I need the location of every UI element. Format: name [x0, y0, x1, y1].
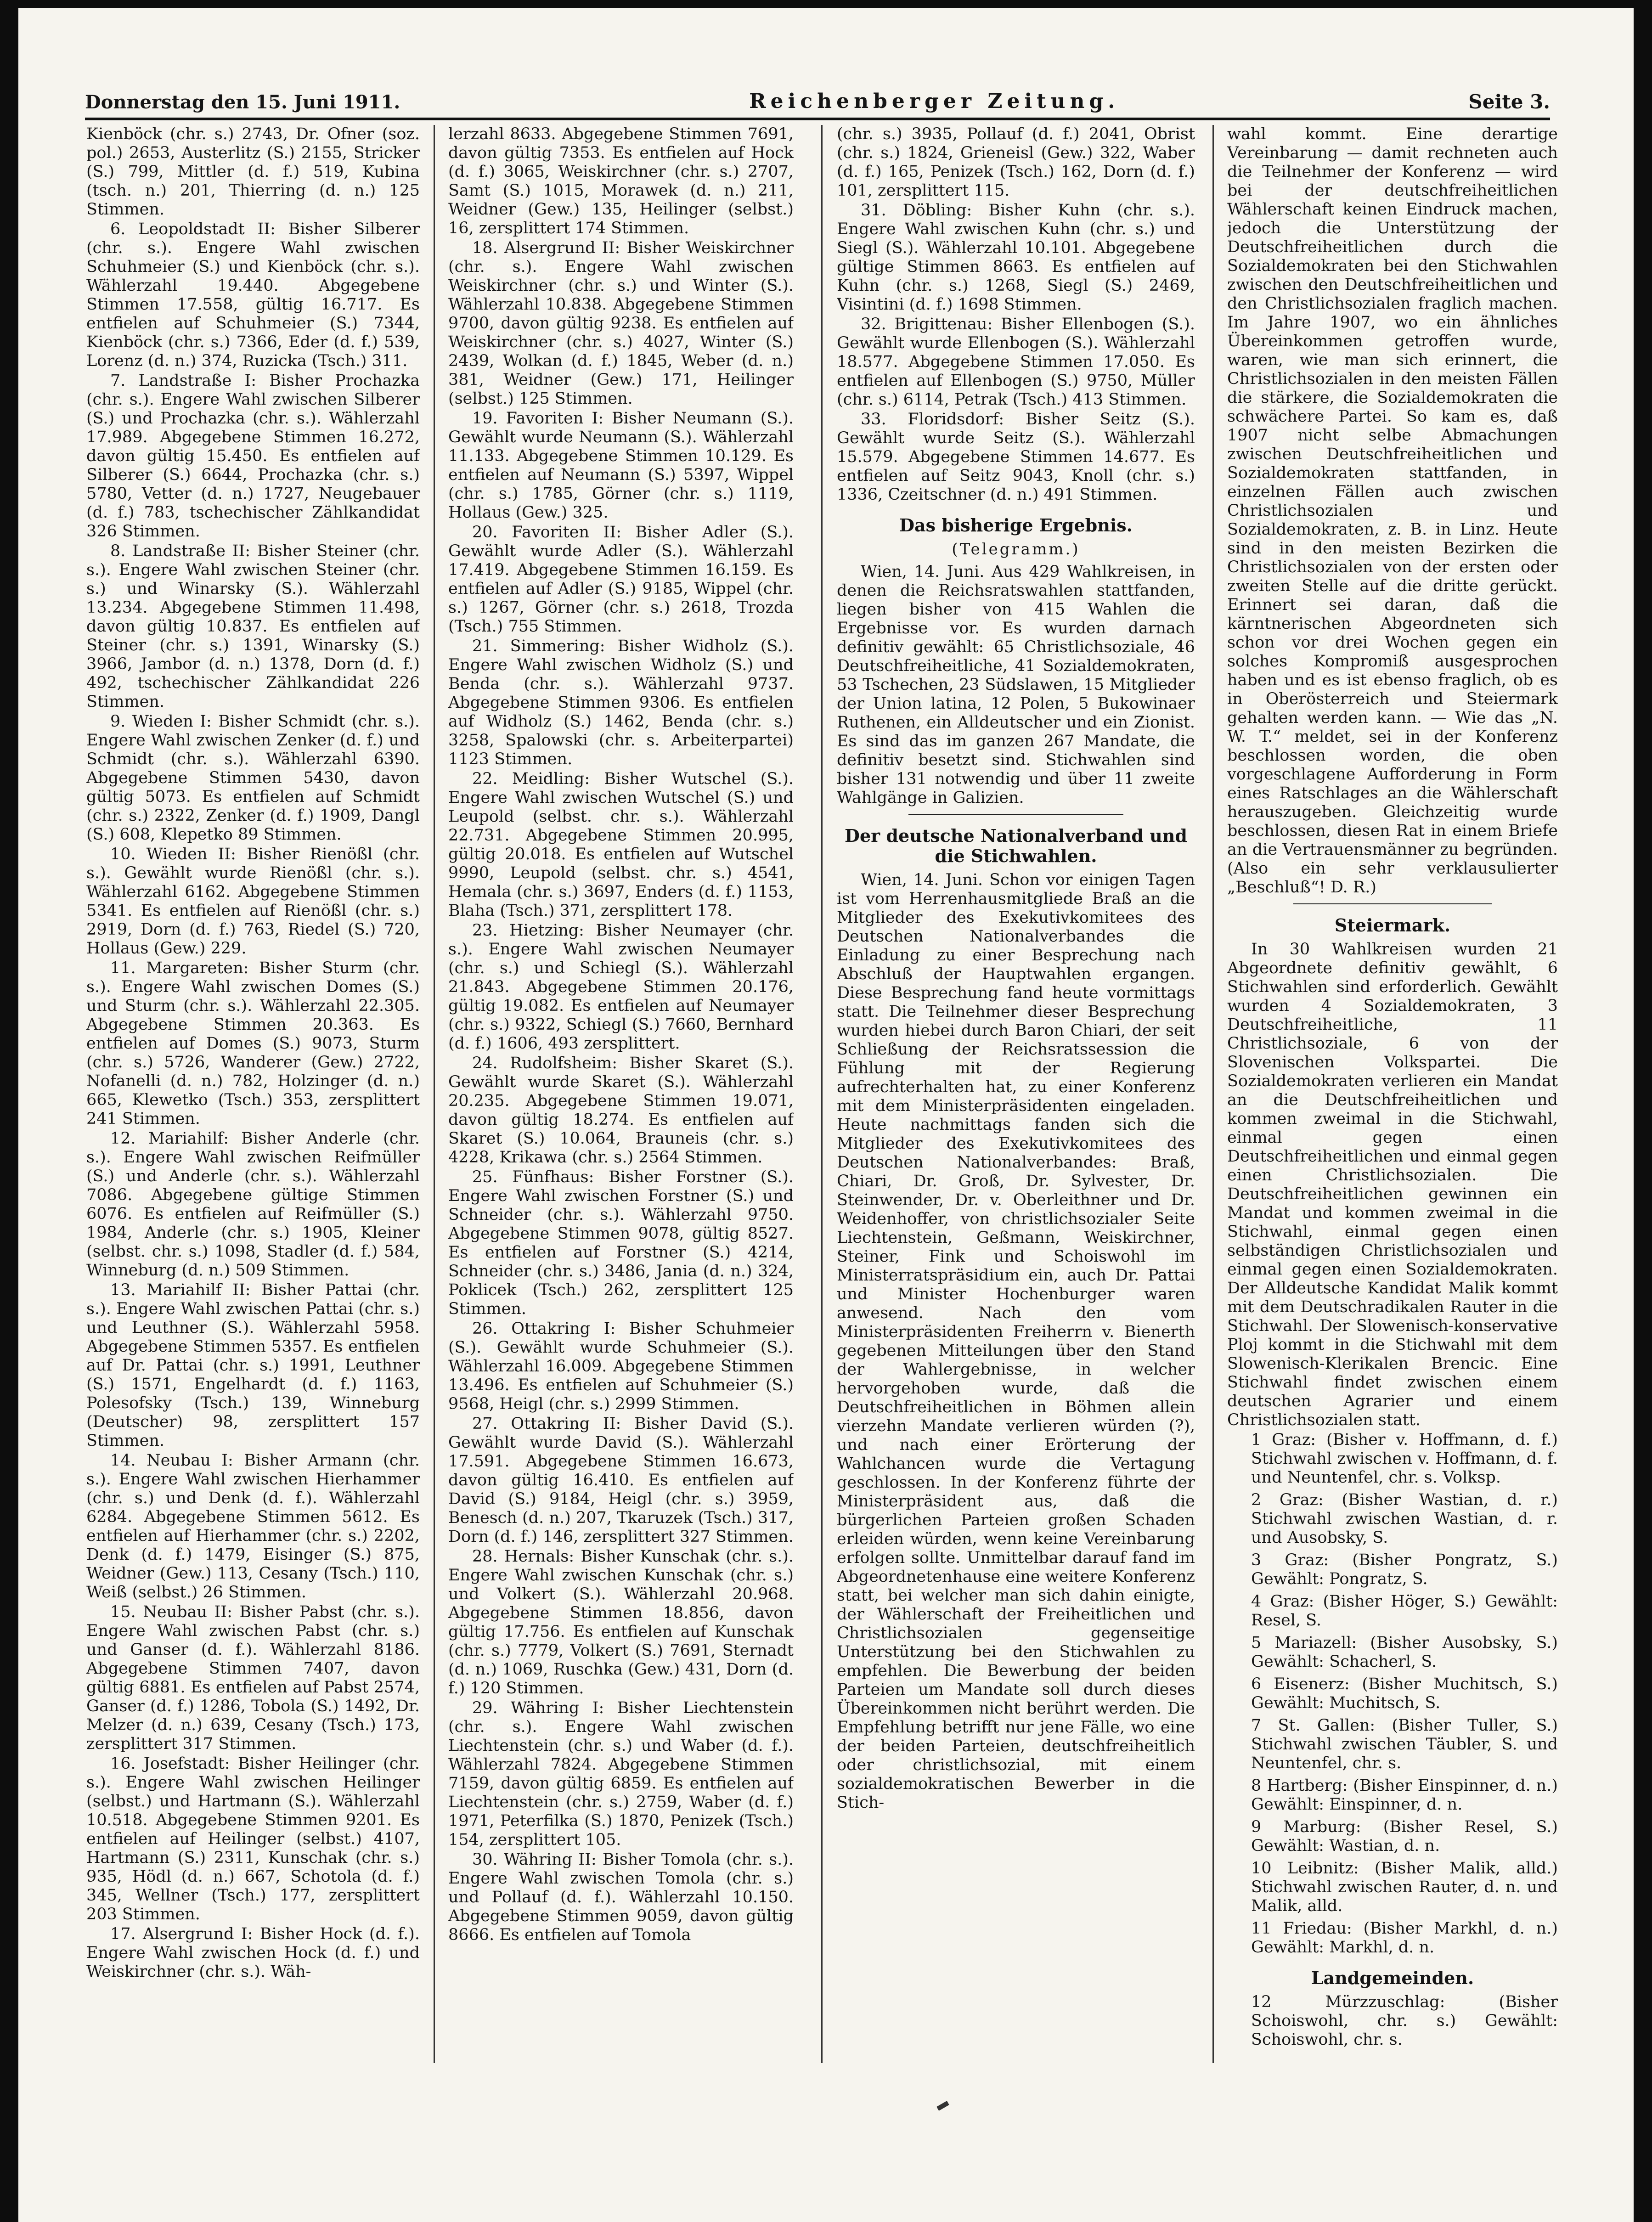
scan-border-right: [1634, 0, 1652, 2222]
election-result: 6. Leopoldstadt II: Bisher Silberer (chr. s.). Engere Wahl zwischen Schuhmeier (S.) und Kienböck (chr. s.). Wählerzahl 19.440. Abgegebene Stimmen 17.558, gültig 16.717. Es entfielen auf Schuhmeier (S.) 7344, Kienböck (chr. s.) 7366, Eder (d. f.) 539, Lorenz (d. n.) 374, Ruzicka (Tsch.) 311.: [86, 220, 420, 370]
section-heading: Der deutsche Nationalverband und die Stichwahlen.: [845, 825, 1187, 866]
section-divider: [1293, 903, 1492, 904]
article-text: Wien, 14. Juni. Schon vor einigen Tagen ist vom Herrenhausmitgliede Braß an die Mitglieder des Exekutivkomitees des Deutschen Nationalverbandes die Einladung zu einer Besprechung nach Abschluß der Hauptwahlen ergangen. Diese Besprechung fand heute vormittags statt. Die Teilnehmer dieser Besprechung wurden hiebei durch Baron Chiari, der seit Schließung der Reichsratssession die Fühlung mit der Regierung aufrechterhalten hat, zu einer Konferenz mit dem Ministerpräsidenten eingeladen. Heute nachmittags fanden sich die Mitglieder des Exekutivkomitees des Deutschen Nationalverbandes: Braß, Chiari, Dr. Groß, Dr. Sylvester, Dr. Steinwender, Dr. v. Oberleithner und Dr. Weidenhoffer, von christlichsozialer Seite Liechtenstein, Geßmann, Weiskirchner, Steiner, Fink und Schoiswohl im Ministerratspräsidium ein, auch Dr. Pattai und Minister Hochenburger waren anwesend. Nach den vom Ministerpräsidenten Freiherrn v. Bienerth gegebenen Mitteilungen über den Stand der Wahlergebnisse, in welcher hervorgehoben wurde, daß die Deutschfreiheitlichen in Böhmen allein vierzehn Mandate verlieren würden (?), und nach einer Erörterung der Wahlchancen wurde die Vertagung geschlossen. In der Konferenz führte der Ministerpräsident aus, daß die bürgerlichen Parteien großen Schaden erleiden würden, wenn keine Vereinbarung erfolgen sollte. Unmittelbar darauf fand im Abgeordnetenhause eine weitere Konferenz statt, bei welcher man sich dahin einigte, der Wählerschaft der Freiheitlichen und Christlichsozialen gegenseitige Unterstützung bei den Stichwahlen zu empfehlen. Die Bewerbung der beiden Parteien um Mandate soll durch dieses Übereinkommen nicht berührt werden. Die Empfehlung betrifft nur jene Fälle, wo eine der beiden Parteien, deutschfreiheitlich oder christlichsozial, mit einem sozialdemokratischen Bewerber in die Stich-: [837, 871, 1195, 1812]
section-heading: Steiermark.: [1334, 915, 1451, 936]
election-result: (chr. s.) 3935, Pollauf (d. f.) 2041, Obrist (chr. s.) 1824, Grieneisl (Gew.) 322, Waber (d. f.) 165, Penizek (Tsch.) 162, Dorn (d. f.) 101, zersplittert 115.: [837, 125, 1195, 200]
list-item: 9 Marburg: (Bisher Resel, S.) Gewählt: Wastian, d. n.: [1251, 1818, 1558, 1855]
list-item: 4 Graz: (Bisher Höger, S.) Gewählt: Resel, S.: [1251, 1592, 1558, 1630]
column-3: [837, 125, 1195, 2054]
page-number: Seite 3.: [1468, 90, 1550, 113]
election-result: 24. Rudolfsheim: Bisher Skaret (S.). Gewählt wurde Skaret (S.). Wählerzahl 20.235. Abgegebene Stimmen 19.071, davon gültig 18.274. Es entfielen auf Skaret (S.) 10.064, Brauneis (chr. s.) 4228, Krikawa (chr. s.) 2564 Stimmen.: [448, 1054, 794, 1167]
election-result: 15. Neubau II: Bisher Pabst (chr. s.). Engere Wahl zwischen Pabst (chr. s.) und Ganser (d. f.). Wählerzahl 8186. Abgegebene Stimmen 7407, davon gültig 6881. Es entfielen auf Pabst 2574, Ganser (d. f.) 1286, Tobola (S.) 1492, Dr. Melzer (d. n.) 639, Cesany (Tsch.) 173, zersplittert 317 Stimmen.: [86, 1603, 420, 1753]
section-heading: Das bisherige Ergebnis.: [899, 515, 1133, 536]
election-result: 14. Neubau I: Bisher Armann (chr. s.). Engere Wahl zwischen Hierhammer (chr. s.) und Denk (d. f.). Wählerzahl 6284. Abgegebene Stimmen 5612. Es entfielen auf Hierhammer (chr. s.) 2202, Denk (d. f.) 1479, Eisinger (S.) 875, Weidner (Gew.) 113, Cesany (Tsch.) 110, Weiß (selbst.) 26 Stimmen.: [86, 1451, 420, 1602]
election-result: 9. Wieden I: Bisher Schmidt (chr. s.). Engere Wahl zwischen Zenker (d. f.) und Schmidt (chr. s.). Wählerzahl 6390. Abgegebene Stimmen 5430, davon gültig 5073. Es entfielen auf Schmidt (chr. s.) 2322, Zenker (d. f.) 1909, Dangl (S.) 608, Klepetko 89 Stimmen.: [86, 712, 420, 844]
list-item: 3 Graz: (Bisher Pongratz, S.) Gewählt: Pongratz, S.: [1251, 1551, 1558, 1588]
election-result: 32. Brigittenau: Bisher Ellenbogen (S.). Gewählt wurde Ellenbogen (S.). Wählerzahl 18.577. Abgegebene Stimmen 17.050. Es entfielen auf Ellenbogen (S.) 9750, Müller (chr. s.) 6114, Petrak (Tsch.) 413 Stimmen.: [837, 315, 1195, 409]
election-result: 26. Ottakring I: Bisher Schuhmeier (S.). Gewählt wurde Schuhmeier (S.). Wählerzahl 16.009. Abgegebene Stimmen 13.496. Es entfielen auf Schuhmeier (S.) 9568, Heigl (chr. s.) 2999 Stimmen.: [448, 1320, 794, 1413]
election-result: 7. Landstraße I: Bisher Prochazka (chr. s.). Engere Wahl zwischen Silberer (S.) und Prochazka (chr. s.). Wählerzahl 17.989. Abgegebene Stimmen 16.272, davon gültig 15.450. Es entfielen auf Silberer (S.) 6644, Prochazka (chr. s.) 5780, Vetter (d. n.) 1727, Neugebauer (d. f.) 783, tschechischer Zählkandidat 326 Stimmen.: [86, 372, 420, 541]
scan-border-left: [0, 0, 18, 2222]
election-result: 10. Wieden II: Bisher Rienößl (chr. s.). Gewählt wurde Rienößl (chr. s.). Wählerzahl 6162. Abgegebene Stimmen 5341. Es entfielen auf Rienößl (chr. s.) 2919, Dorn (d. f.) 763, Riedel (S.) 720, Hollaus (Gew.) 229.: [86, 845, 420, 958]
list-item: 8 Hartberg: (Bisher Einspinner, d. n.) Gewählt: Einspinner, d. n.: [1251, 1776, 1558, 1814]
scan-border-top: [0, 0, 1652, 8]
column-divider: [434, 125, 435, 2063]
district-list: [1227, 1431, 1558, 1957]
column-divider: [1212, 125, 1214, 2063]
election-result: 33. Floridsdorf: Bisher Seitz (S.). Gewählt wurde Seitz (S.). Wählerzahl 15.579. Abgegebene Stimmen 14.677. Es entfielen auf Seitz 9043, Knoll (chr. s.) 1336, Czeitschner (d. n.) 491 Stimmen.: [837, 410, 1195, 504]
election-result: 20. Favoriten II: Bisher Adler (S.). Gewählt wurde Adler (S.). Wählerzahl 17.419. Abgegebene Stimmen 16.159. Es entfielen auf Adler (S.) 9185, Wippel (chr. s.) 1267, Görner (chr. s.) 2618, Trozda (Tsch.) 755 Stimmen.: [448, 523, 794, 636]
election-result: Kienböck (chr. s.) 2743, Dr. Ofner (soz. pol.) 2653, Austerlitz (S.) 2155, Stricker (S.) 799, Mittler (d. f.) 519, Kubina (tsch. n.) 201, Thierring (d. n.) 125 Stimmen.: [86, 125, 420, 219]
list-item: 1 Graz: (Bisher v. Hoffmann, d. f.) Stichwahl zwischen v. Hoffmann, d. f. und Neuntenfel, chr. s. Volksp.: [1251, 1431, 1558, 1487]
article-text: In 30 Wahlkreisen wurden 21 Abgeordnete definitiv gewählt, 6 Stichwahlen sind erforderlich. Gewählt wurden 4 Sozialdemokraten, 3 Deutschfreiheitliche, 11 Christlichsoziale, 6 von der Slovenischen Volkspartei. Die Sozialdemokraten verlieren ein Mandat an die Deutschfreiheitlichen und kommen zweimal in die Stichwahl, einmal gegen einen Deutschfreiheitlichen und einmal gegen einen Christlichsozialen. Die Deutschfreiheitlichen gewinnen ein Mandat und kommen zweimal in die Stichwahl, einmal gegen einen selbständigen Christlichsozialen und einmal gegen einen Sozialdemokraten. Der Alldeutsche Kandidat Malik kommt mit dem Deutschradikalen Rauter in die Stichwahl. Der Slowenisch-konservative Ploj kommt in die Stichwahl mit dem Slowenisch-Klerikalen Brencic. Eine Stichwahl findet zwischen einem deutschen Agrarier und einem Christlichsozialen statt.: [1227, 940, 1558, 1429]
election-result: 30. Währing II: Bisher Tomola (chr. s.). Engere Wahl zwischen Tomola (chr. s.) und Pollauf (d. f.). Wählerzahl 10.150. Abgegebene Stimmen 9059, davon gültig 8666. Es entfielen auf Tomola: [448, 1850, 794, 1944]
column-4: [1227, 125, 1558, 2054]
column-divider: [821, 125, 823, 2063]
list-item: 6 Eisenerz: (Bisher Muchitsch, S.) Gewählt: Muchitsch, S.: [1251, 1675, 1558, 1712]
section-divider: [908, 814, 1123, 815]
election-result: 8. Landstraße II: Bisher Steiner (chr. s.). Engere Wahl zwischen Steiner (chr. s.) und Winarsky (S.). Wählerzahl 13.234. Abgegebene Stimmen 11.498, davon gültig 10.837. Es entfielen auf Steiner (chr. s.) 1391, Winarsky (S.) 3966, Jambor (d. n.) 1378, Dorn (d. f.) 492, tschechischer Zählkandidat 226 Stimmen.: [86, 542, 420, 711]
issue-date: Donnerstag den 15. Juni 1911.: [85, 91, 400, 113]
election-result: 12. Mariahilf: Bisher Anderle (chr. s.). Engere Wahl zwischen Reifmüller (S.) und Anderle (chr. s.). Wählerzahl 7086. Abgegebene gültige Stimmen 6076. Es entfielen auf Reifmüller (S.) 1984, Anderle (chr. s.) 1905, Kleiner (selbst. chr. s.) 1098, Stadler (d. f.) 584, Winneburg (d. n.) 509 Stimmen.: [86, 1129, 420, 1280]
election-result: 27. Ottakring II: Bisher David (S.). Gewählt wurde David (S.). Wählerzahl 17.591. Abgegebene Stimmen 16.673, davon gültig 16.410. Es entfielen auf David (S.) 9184, Heigl (chr. s.) 3959, Benesch (d. n.) 207, Tkaruzek (Tsch.) 317, Dorn (d. f.) 146, zersplittert 327 Stimmen.: [448, 1415, 794, 1546]
list-item: 7 St. Gallen: (Bisher Tuller, S.) Stichwahl zwischen Täubler, S. und Neuntenfel, chr. s.: [1251, 1716, 1558, 1772]
column-2: [448, 125, 794, 2054]
election-result: 13. Mariahilf II: Bisher Pattai (chr. s.). Engere Wahl zwischen Pattai (chr. s.) und Leuthner (S.). Wählerzahl 5958. Abgegebene Stimmen 5357. Es entfielen auf Dr. Pattai (chr. s.) 1991, Leuthner (S.) 1571, Engelhardt (d. f.) 1163, Polesofsky (Tsch.) 139, Winneburg (Deutscher) 98, zersplittert 157 Stimmen.: [86, 1281, 420, 1450]
election-result: 19. Favoriten I: Bisher Neumann (S.). Gewählt wurde Neumann (S.). Wählerzahl 11.133. Abgegebene Stimmen 10.129. Es entfielen auf Neumann (S.) 5397, Wippel (chr. s.) 1785, Görner (chr. s.) 1119, Hollaus (Gew.) 325.: [448, 409, 794, 522]
list-item: 2 Graz: (Bisher Wastian, d. r.) Stichwahl zwischen Wastian, d. r. und Ausobsky, S.: [1251, 1491, 1558, 1547]
list-item: 11 Friedau: (Bisher Markhl, d. n.) Gewählt: Markhl, d. n.: [1251, 1919, 1558, 1957]
election-result: 17. Alsergrund I: Bisher Hock (d. f.). Engere Wahl zwischen Hock (d. f.) und Weiskirchner (chr. s.). Wäh-: [86, 1925, 420, 1981]
election-result: 21. Simmering: Bisher Widholz (S.). Engere Wahl zwischen Widholz (S.) und Benda (chr. s.). Wählerzahl 9737. Abgegebene Stimmen 9306. Es entfielen auf Widholz (S.) 1462, Benda (chr. s.) 3258, Spalowski (chr. s. Arbeiterpartei) 1123 Stimmen.: [448, 637, 794, 768]
district-list: [1227, 1993, 1558, 2049]
election-result: 29. Währing I: Bisher Liechtenstein (chr. s.). Engere Wahl zwischen Liechtenstein (chr. s.) und Waber (d. f.). Wählerzahl 7824. Abgegebene Stimmen 7159, davon gültig 6859. Es entfielen auf Liechtenstein (chr. s.) 2759, Waber (d. f.) 1971, Peterfilka (S.) 1870, Penizek (Tsch.) 154, zersplittert 105.: [448, 1699, 794, 1849]
election-result: lerzahl 8633. Abgegebene Stimmen 7691, davon gültig 7353. Es entfielen auf Hock (d. f.) 3065, Weiskirchner (chr. s.) 2707, Samt (S.) 1015, Morawek (d. n.) 211, Weidner (Gew.) 135, Heilinger (selbst.) 16, zersplittert 174 Stimmen.: [448, 125, 794, 237]
list-item: 12 Mürzzuschlag: (Bisher Schoiswohl, chr. s.) Gewählt: Schoiswohl, chr. s.: [1251, 1993, 1558, 2049]
election-result: 18. Alsergrund II: Bisher Weiskirchner (chr. s.). Engere Wahl zwischen Weiskirchner (chr. s.) und Winter (S.). Wählerzahl 10.838. Abgegebene Stimmen 9700, davon gültig 9238. Es entfielen auf Weiskirchner (chr. s.) 4027, Winter (S.) 2439, Wolkan (d. f.) 1845, Weber (d. n.) 381, Weidner (Gew.) 171, Heilinger (selbst.) 125 Stimmen.: [448, 239, 794, 408]
ink-mark: [936, 2101, 949, 2111]
section-subheading: (Telegramm.): [952, 540, 1080, 558]
page-header: [85, 85, 1550, 113]
election-result: 22. Meidling: Bisher Wutschel (S.). Engere Wahl zwischen Wutschel (S.) und Leupold (selbst. chr. s.). Wählerzahl 22.731. Abgegebene Stimmen 20.995, gültig 20.018. Es entfielen auf Wutschel 9990, Leupold (selbst. chr. s.) 4541, Hemala (chr. s.) 3697, Enders (d. f.) 1153, Blaha (Tsch.) 371, zersplittert 178.: [448, 770, 794, 920]
election-result: 25. Fünfhaus: Bisher Forstner (S.). Engere Wahl zwischen Forstner (S.) und Schneider (chr. s.). Wählerzahl 9750. Abgegebene Stimmen 9078, gültig 8527. Es entfielen auf Forstner (S.) 4214, Schneider (chr. s.) 3486, Jania (d. n.) 324, Poklicek (Tsch.) 262, zersplittert 125 Stimmen.: [448, 1168, 794, 1318]
article-text: Wien, 14. Juni. Aus 429 Wahlkreisen, in denen die Reichsratswahlen stattfanden, liegen bisher von 415 Wahlen die Ergebnisse vor. Es wurden darnach definitiv gewählt: 65 Christlichsoziale, 46 Deutschfreiheitliche, 41 Sozialdemokraten, 53 Tschechen, 23 Südslawen, 15 Mitglieder der Union latina, 12 Polen, 5 Bukowinaer Ruthenen, ein Alldeutscher und ein Zionist. Es sind das im ganzen 267 Mandate, die definitiv besetzt sind. Stichwahlen sind bisher 131 notwendig und über 11 zweite Wahlgänge in Galizien.: [837, 563, 1195, 807]
election-result: 31. Döbling: Bisher Kuhn (chr. s.). Engere Wahl zwischen Kuhn (chr. s.) und Siegl (S.). Wählerzahl 10.101. Abgegebene gültige Stimmen 8663. Es entfielen auf Kuhn (chr. s.) 1268, Siegl (S.) 2469, Visintini (d. f.) 1698 Stimmen.: [837, 201, 1195, 314]
section-heading: Landgemeinden.: [1311, 1968, 1474, 1988]
header-rule: [85, 118, 1550, 120]
article-text: wahl kommt. Eine derartige Vereinbarung — damit rechneten auch die Teilnehmer der Konferenz — wird bei der deutschfreiheitlichen Wählerschaft keinen Eindruck machen, jedoch die Unterstützung der Deutschfreiheitlichen durch die Sozialdemokraten bei den Stichwahlen zwischen den Deutschfreiheitlichen und den Christlichsozialen fraglich machen. Im Jahre 1907, wo ein ähnliches Übereinkommen getroffen wurde, waren, wie man sich erinnert, die Christlichsozialen in den meisten Fällen die stärkere, die Sozialdemokraten die schwächere Partei. So kam es, daß 1907 nicht selbe Abmachungen zwischen Deutschfreiheitlichen und Sozialdemokraten stattfanden, in einzelnen Fällen auch zwischen Christlichsozialen und Sozialdemokraten, z. B. in Linz. Heute sind in den meisten Bezirken die Christlichsozialen von der ersten oder zweiten Stelle auf die dritte gerückt. Erinnert sei daran, daß die kärntnerischen Abgeordneten sich schon vor drei Wochen gegen ein solches Kompromiß ausgesprochen haben und es ist ebenso fraglich, ob es in Oberösterreich und Steiermark gehalten werden kann. — Wie das „N. W. T.“ meldet, sei in der Konferenz beschlossen worden, die oben vorgeschlagene Aufforderung in Form eines Ratschlages an die Wählerschaft herauszugeben. Gleichzeitig wurde beschlossen, diesen Rat in einem Briefe an die Vertrauensmänner zu begründen. (Also ein sehr verklausulierter „Beschluß“! D. R.): [1227, 125, 1558, 897]
election-result: 11. Margareten: Bisher Sturm (chr. s.). Engere Wahl zwischen Domes (S.) und Sturm (chr. s.). Wählerzahl 22.305. Abgegebene Stimmen 20.363. Es entfielen auf Domes (S.) 9073, Sturm (chr. s.) 5726, Wanderer (Gew.) 2722, Nofanelli (d. n.) 782, Holzinger (d. n.) 665, Klewetko (Tsch.) 353, zersplittert 241 Stimmen.: [86, 959, 420, 1128]
column-1: [86, 125, 420, 2054]
election-result: 28. Hernals: Bisher Kunschak (chr. s.). Engere Wahl zwischen Kunschak (chr. s.) und Volkert (S.). Wählerzahl 20.968. Abgegebene Stimmen 18.856, davon gültig 17.756. Es entfielen auf Kunschak (chr. s.) 7779, Volkert (S.) 7691, Sternadt (d. n.) 1069, Ruschka (Gew.) 431, Dorn (d. f.) 120 Stimmen.: [448, 1547, 794, 1698]
list-item: 10 Leibnitz: (Bisher Malik, alld.) Stichwahl zwischen Rauter, d. n. und Malik, alld.: [1251, 1859, 1558, 1915]
list-item: 5 Mariazell: (Bisher Ausobsky, S.) Gewählt: Schacherl, S.: [1251, 1634, 1558, 1671]
election-result: 23. Hietzing: Bisher Neumayer (chr. s.). Engere Wahl zwischen Neumayer (chr. s.) und Schiegl (S.). Wählerzahl 21.843. Abgegebene Stimmen 20.176, gültig 19.082. Es entfielen auf Neumayer (chr. s.) 9322, Schiegl (S.) 7660, Bernhard (d. f.) 1606, 493 zersplittert.: [448, 921, 794, 1053]
masthead: Reichenberger Zeitung.: [749, 90, 1120, 113]
election-result: 16. Josefstadt: Bisher Heilinger (chr. s.). Engere Wahl zwischen Heilinger (selbst.) und Hartmann (S.). Wählerzahl 10.518. Abgegebene Stimmen 9201. Es entfielen auf Heilinger (selbst.) 4107, Hartmann (S.) 2311, Kunschak (chr. s.) 935, Hödl (d. n.) 667, Schotola (d. f.) 345, Wellner (Tsch.) 177, zersplittert 203 Stimmen.: [86, 1754, 420, 1923]
